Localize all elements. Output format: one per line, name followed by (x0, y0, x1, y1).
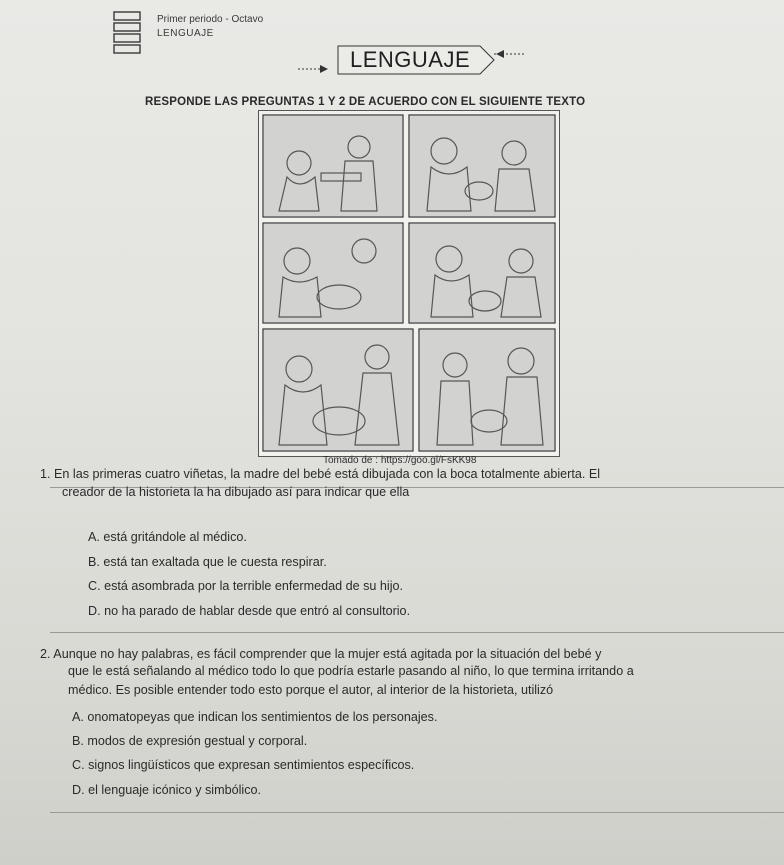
banner-title: LENGUAJE (350, 47, 471, 72)
question-1-option-b: B. está tan exaltada que le cuesta respirar. (88, 555, 327, 569)
comic-caption: Tomado de : https://goo.gl/FsKK98 (323, 455, 477, 466)
question-1-text-cont: creador de la historieta la ha dibujado así para indicar que ella (62, 485, 410, 499)
question-2-option-b: B. modos de expresión gestual y corporal. (72, 734, 308, 748)
question-1-option-d: D. no ha parado de hablar desde que entró al consultorio. (88, 604, 411, 618)
question-2-option-c: C. signos lingüísticos que expresan sentimientos específicos. (72, 758, 415, 772)
question-2-text: 2. Aunque no hay palabras, es fácil comprender que la mujer está agitada por la situación del bebé y (40, 647, 602, 661)
divider (50, 632, 784, 633)
question-2-option-a: A. onomatopeyas que indican los sentimientos de los personajes. (72, 710, 438, 724)
question-1-option-c: C. está asombrada por la terrible enfermedad de su hijo. (88, 579, 404, 593)
question-2-text-cont: que le está señalando al médico todo lo que podría estarle pasando al niño, lo que termina irritando a (68, 664, 634, 678)
question-2-text-cont2: médico. Es posible entender todo esto porque el autor, al interior de la historieta, utilizó (68, 683, 554, 697)
question-2-option-d: D. el lenguaje icónico y simbólico. (72, 783, 261, 797)
instruction-text: RESPONDE LAS PREGUNTAS 1 Y 2 DE ACUERDO CON EL SIGUIENTE TEXTO (145, 96, 586, 108)
period-label: Primer periodo - Octavo (157, 14, 264, 25)
book-stack-icon (112, 10, 142, 56)
question-1-option-a: A. está gritándole al médico. (88, 530, 247, 544)
question-1-text: 1. En las primeras cuatro viñetas, la madre del bebé está dibujada con la boca totalmente abierta. El (40, 467, 601, 481)
divider (50, 812, 784, 813)
comic-strip-image (258, 110, 560, 457)
subject-label: LENGUAJE (157, 28, 214, 39)
